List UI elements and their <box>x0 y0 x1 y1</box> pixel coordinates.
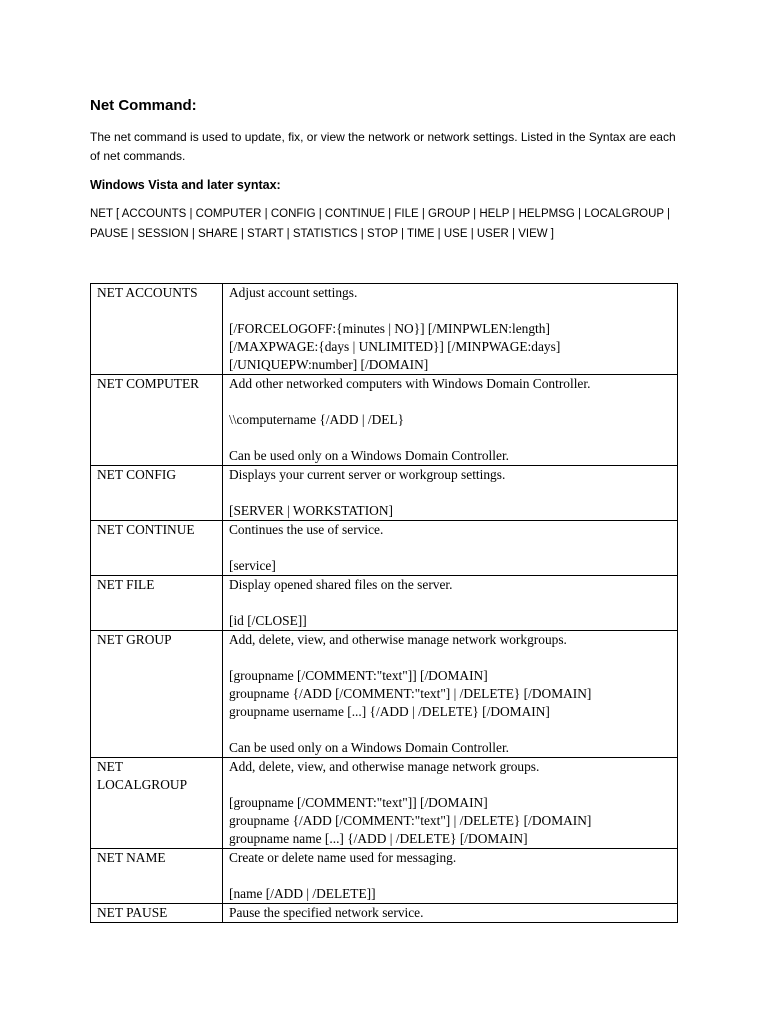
description-line: [name [/ADD | /DELETE]] <box>229 886 376 901</box>
description-line: groupname {/ADD [/COMMENT:"text"] | /DELETE} [/DOMAIN] <box>229 686 592 701</box>
command-name-cell: NET FILE <box>91 576 223 631</box>
description-line: Adjust account settings. <box>229 285 358 300</box>
blank-line <box>229 429 671 447</box>
command-name-cell: NET PAUSE <box>91 904 223 923</box>
description-line: groupname {/ADD [/COMMENT:"text"] | /DELETE} [/DOMAIN] <box>229 813 592 828</box>
description-line: [service] <box>229 558 276 573</box>
command-description-cell <box>223 576 678 631</box>
description-line: [groupname [/COMMENT:"text"]] [/DOMAIN] <box>229 668 488 683</box>
description-line: [/MAXPWAGE:{days | UNLIMITED}] [/MINPWAGE:days] <box>229 339 561 354</box>
description-line: groupname name [...] {/ADD | /DELETE} [/DOMAIN] <box>229 831 528 846</box>
blank-line <box>229 302 671 320</box>
table-row <box>91 375 678 466</box>
table-row <box>91 758 678 849</box>
description-line: \\computername {/ADD | /DEL} <box>229 412 405 427</box>
page-title: Net Command: <box>90 97 197 114</box>
description-line: Continues the use of service. <box>229 522 384 537</box>
description-line: Display opened shared files on the server. <box>229 577 453 592</box>
description-line: groupname username [...] {/ADD | /DELETE} [/DOMAIN] <box>229 704 550 719</box>
command-name-cell: NET COMPUTER <box>91 375 223 466</box>
description-line: Can be used only on a Windows Domain Controller. <box>229 740 510 755</box>
table-row <box>91 849 678 904</box>
command-description-cell <box>223 375 678 466</box>
description-line: [/FORCELOGOFF:{minutes | NO}] [/MINPWLEN:length] <box>229 321 550 336</box>
command-name-cell: NET ACCOUNTS <box>91 284 223 375</box>
intro-paragraph: The net command is used to update, fix, or view the network or network settings. Listed in the Syntax are each of net commands. <box>90 130 676 163</box>
table-row <box>91 576 678 631</box>
blank-line <box>229 539 671 557</box>
command-description-cell <box>223 284 678 375</box>
description-line: [id [/CLOSE]] <box>229 613 307 628</box>
command-description-cell <box>223 904 678 923</box>
command-description-cell <box>223 849 678 904</box>
command-name-cell: NET LOCALGROUP <box>91 758 223 849</box>
table-row <box>91 521 678 576</box>
command-name-cell: NET CONTINUE <box>91 521 223 576</box>
description-line: Pause the specified network service. <box>229 905 424 920</box>
blank-line <box>229 594 671 612</box>
description-line: Add other networked computers with Windows Domain Controller. <box>229 376 591 391</box>
blank-line <box>229 393 671 411</box>
commands-table-body <box>91 284 678 923</box>
command-name-cell: NET NAME <box>91 849 223 904</box>
blank-line <box>229 867 671 885</box>
blank-line <box>229 776 671 794</box>
description-line: Add, delete, view, and otherwise manage network workgroups. <box>229 632 567 647</box>
description-line: [SERVER | WORKSTATION] <box>229 503 393 518</box>
command-name-cell: NET CONFIG <box>91 466 223 521</box>
description-line: Add, delete, view, and otherwise manage network groups. <box>229 759 540 774</box>
command-description-cell <box>223 521 678 576</box>
description-line: Displays your current server or workgroup settings. <box>229 467 506 482</box>
syntax-text: NET [ ACCOUNTS | COMPUTER | CONFIG | CONTINUE | FILE | GROUP | HELP | HELPMSG | LOCALGROUP | PAUSE | SESSION | SHARE | START | STATISTICS | STOP | TIME | USE | USER | VIEW ] <box>90 208 671 240</box>
command-description-cell <box>223 631 678 758</box>
table-row <box>91 466 678 521</box>
description-line: [groupname [/COMMENT:"text"]] [/DOMAIN] <box>229 795 488 810</box>
description-line: Create or delete name used for messaging. <box>229 850 457 865</box>
table-row <box>91 904 678 923</box>
table-row <box>91 284 678 375</box>
table-row <box>91 631 678 758</box>
commands-table <box>90 283 678 923</box>
description-line: Can be used only on a Windows Domain Controller. <box>229 448 510 463</box>
blank-line <box>229 484 671 502</box>
blank-line <box>229 649 671 667</box>
syntax-heading: Windows Vista and later syntax: <box>90 178 281 192</box>
description-line: [/UNIQUEPW:number] [/DOMAIN] <box>229 357 429 372</box>
blank-line <box>229 721 671 739</box>
command-description-cell <box>223 466 678 521</box>
command-name-cell: NET GROUP <box>91 631 223 758</box>
command-description-cell <box>223 758 678 849</box>
